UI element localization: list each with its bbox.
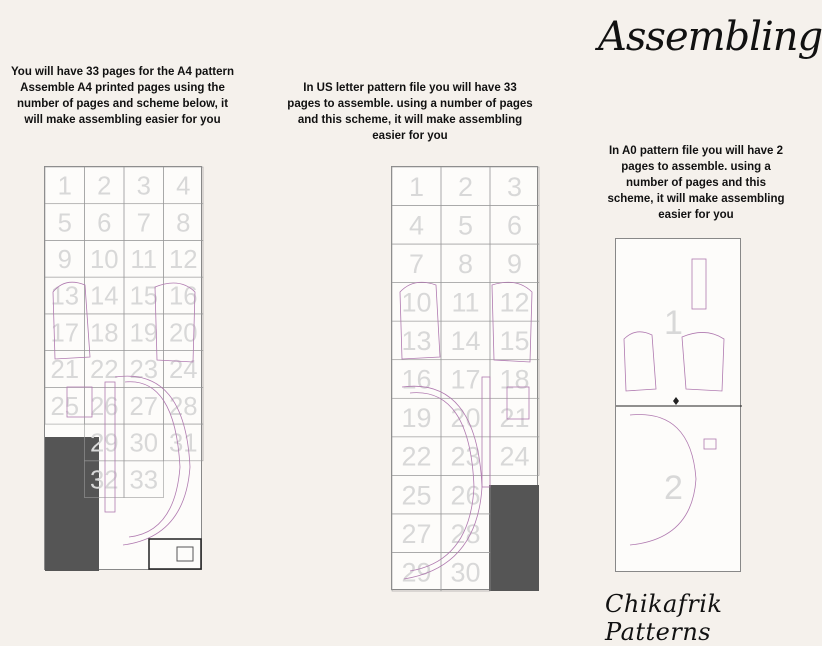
- pattern-page-number: 33: [129, 466, 159, 495]
- pattern-page-number: 9: [57, 246, 72, 274]
- pattern-page-number: 24: [168, 356, 198, 385]
- pattern-page-number: 11: [130, 246, 158, 274]
- pattern-page-number: 23: [129, 356, 159, 385]
- a0-caption: In A0 pattern file you will have 2 pages to assemble. using a number of pages and this scheme, it will make assembling easier for you: [607, 145, 785, 221]
- pattern-page-number: 3: [136, 172, 151, 201]
- pattern-page-number: 26: [450, 480, 481, 511]
- a0-layout-sheet: [615, 238, 741, 572]
- pattern-page-number: 10: [89, 246, 119, 274]
- pattern-page-number: 2: [458, 171, 473, 202]
- pattern-page-number: 8: [176, 209, 191, 238]
- pattern-page-number: 16: [401, 364, 432, 395]
- us-letter-layout-drawing: [392, 167, 539, 591]
- pattern-page-number: 24: [499, 441, 530, 472]
- pattern-page-number: 13: [50, 282, 80, 311]
- pattern-page-number: 28: [168, 392, 198, 421]
- pattern-page-number: 9: [507, 249, 522, 279]
- pattern-page-number: 5: [57, 209, 72, 238]
- pattern-page-number: 17: [50, 319, 80, 348]
- pattern-page-number: 11: [451, 287, 480, 318]
- pattern-page-number: 1: [409, 171, 424, 202]
- a4-notch-box: [177, 547, 193, 561]
- pattern-page-number: 18: [499, 364, 530, 395]
- pattern-page-number: 7: [136, 209, 151, 238]
- pattern-page-number: 1: [57, 172, 72, 201]
- pattern-page-number: 12: [168, 246, 198, 274]
- pattern-page-number: 13: [401, 326, 432, 357]
- pattern-page-number: 28: [450, 518, 481, 549]
- a4-caption: You will have 33 pages for the A4 pattern Assemble A4 printed pages using the number of pages and scheme below, it will make assembling easier for you: [10, 66, 235, 126]
- assembling-title: Assembling: [598, 14, 822, 60]
- a0-page-number-1: 1: [664, 304, 683, 342]
- pattern-page-number: 27: [401, 518, 432, 549]
- pattern-page-number: 10: [401, 287, 432, 318]
- pattern-page-number: 21: [50, 356, 80, 385]
- pattern-page-number: 7: [409, 249, 424, 279]
- pattern-page-number: 4: [176, 172, 191, 201]
- pattern-page-number: 29: [89, 429, 119, 458]
- pattern-page-number: 22: [89, 356, 119, 385]
- pattern-page-number: 20: [450, 403, 481, 434]
- pattern-page-number: 4: [409, 210, 424, 241]
- pattern-page-number: 2: [97, 172, 112, 201]
- pattern-page-number: 3: [507, 171, 522, 202]
- pattern-page-number: 16: [168, 282, 198, 311]
- us-letter-caption: In US letter pattern file you will have 33 pages to assemble. using a number of pages and this scheme, it will make assembling easier for you: [287, 82, 533, 142]
- pattern-page-number: 29: [401, 557, 432, 588]
- pattern-page-number: 15: [129, 282, 159, 311]
- pattern-page-number: 30: [129, 429, 159, 458]
- pattern-page-number: 25: [50, 392, 80, 421]
- us-empty-block: [489, 485, 539, 591]
- pattern-page-number: 19: [401, 403, 432, 434]
- pattern-page-number: 6: [507, 210, 522, 241]
- pattern-page-number: 31: [168, 429, 198, 458]
- pattern-page-number: 19: [129, 319, 159, 348]
- pattern-page-number: 30: [450, 557, 481, 588]
- pattern-page-number: 21: [499, 403, 530, 434]
- pattern-page-number: 23: [450, 441, 481, 472]
- brand-logo-text: Chikafrik Patterns: [605, 590, 723, 646]
- us-letter-layout-sheet: [391, 166, 538, 590]
- a4-layout-drawing: [45, 167, 203, 571]
- pattern-page-number: 6: [97, 209, 112, 238]
- a4-layout-sheet: [44, 166, 202, 570]
- a0-page-number-2: 2: [664, 469, 683, 507]
- pattern-page-number: 32: [89, 466, 119, 495]
- pattern-page-number: 17: [450, 364, 481, 395]
- a0-layout-drawing: [616, 239, 742, 573]
- pattern-page-number: 18: [89, 319, 119, 348]
- pattern-page-number: 22: [401, 441, 432, 472]
- pattern-page-number: 12: [499, 287, 530, 318]
- pattern-page-number: 14: [89, 282, 119, 311]
- pattern-page-number: 8: [458, 249, 473, 279]
- pattern-page-number: 27: [129, 392, 159, 421]
- pattern-page-number: 14: [450, 326, 481, 357]
- a0-join-marker: [673, 397, 679, 405]
- pattern-page-number: 15: [499, 326, 530, 357]
- pattern-page-number: 20: [168, 319, 198, 348]
- pattern-page-number: 26: [89, 392, 119, 421]
- pattern-page-number: 5: [458, 210, 473, 241]
- pattern-page-number: 25: [401, 480, 432, 511]
